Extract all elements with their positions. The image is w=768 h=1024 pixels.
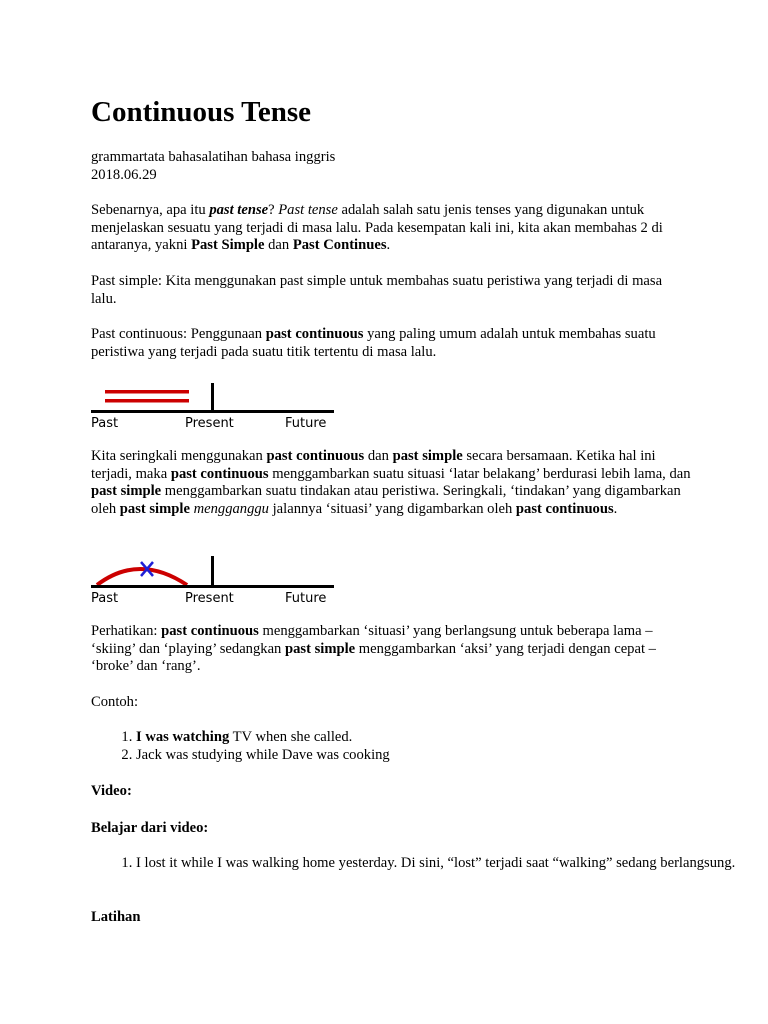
timeline-1-future-label: Future	[285, 416, 327, 431]
pc-term: past continuous	[265, 326, 364, 342]
examples-list	[91, 729, 736, 764]
timeline-diagram-1	[91, 380, 341, 432]
pc-text: yang paling umum adalah untuk membahas suatu peristiwa yang terjadi pada suatu titik tertentu di masa lalu.	[91, 326, 656, 360]
intro-text: Sebenarnya, apa itu	[91, 202, 210, 218]
video-items-list	[91, 855, 736, 873]
post-date: 2018.06.29	[91, 166, 157, 183]
timeline-1-axis	[91, 410, 334, 413]
p2-text: Kita seringkali menggunakan	[91, 448, 267, 464]
perhatikan-paragraph	[91, 623, 691, 676]
intro-text: dan	[264, 237, 293, 253]
list-item: 1. I lost it while I was walking home yesterday. Di sini, “lost” terjadi saat “walking” sedang berlangsung.	[136, 855, 736, 873]
video-heading: Video:	[91, 783, 132, 799]
p2-text: secara bersamaan. Ketika hal ini terjadi, maka	[91, 448, 656, 482]
intro-term: past tense	[209, 202, 269, 218]
p3-text: Perhatikan:	[91, 623, 162, 639]
timeline-diagram-2	[91, 553, 341, 607]
p3-term: past continuous	[161, 623, 259, 639]
intro-text: adalah salah satu jenis tenses yang digunakan untuk menjelaskan sesuatu yang terjadi di masa lalu. Pada kesempatan kali ini, kita akan membahas 2 di antaranya, yakni	[91, 202, 663, 253]
past-simple-paragraph: Past simple: Kita menggunakan past simple untuk membahas suatu peristiwa yang terjadi di masa lalu.	[91, 273, 663, 307]
latihan-heading: Latihan	[91, 909, 141, 925]
timeline-2-axis	[91, 585, 334, 588]
list-item	[136, 729, 736, 747]
meta-block	[91, 149, 691, 184]
intro-paragraph	[91, 202, 691, 255]
author-line: grammartata bahasalatihan bahasa inggris	[91, 149, 336, 165]
example-text: TV when she called.	[229, 729, 353, 745]
example-bold: I was watching	[136, 729, 230, 745]
p2-text: jalannya ‘situasi’ yang digambarkan oleh	[268, 500, 516, 517]
p2-text: menggambarkan suatu situasi ‘latar belakang’ berdurasi lebih lama, dan	[268, 465, 691, 482]
list-item	[136, 747, 736, 765]
p2-term: past simple	[91, 483, 162, 499]
p3-term: past simple	[285, 640, 356, 657]
contoh-label: Contoh:	[91, 694, 139, 710]
intro-term: Past Continues	[292, 237, 387, 253]
timeline-1-svg	[91, 380, 341, 432]
timeline-2-future-label: Future	[285, 591, 327, 606]
pc-text: Past continuous: Penggunaan	[91, 326, 266, 342]
timeline-1-past-label: Past	[91, 416, 119, 431]
belajar-heading: Belajar dari video:	[91, 820, 209, 836]
timeline-1-present-marker	[211, 383, 214, 412]
timeline-2-svg	[91, 553, 341, 607]
intro-text: ?	[268, 202, 279, 218]
intro-term: Past tense	[278, 202, 338, 218]
p2-text: .	[613, 500, 618, 517]
intro-text: .	[386, 237, 391, 253]
timeline-2-present-label: Present	[185, 591, 234, 606]
p3-text: menggambarkan ‘situasi’ yang berlangsung untuk beberapa lama – ‘skiing’ dan ‘playing’ sedangkan	[91, 623, 653, 657]
p2-term: past continuous	[515, 500, 614, 517]
p2-term: mengganggu	[193, 500, 269, 517]
example-text: Jack was studying while Dave was cooking	[136, 746, 390, 763]
timeline-1-continuous-bar-bottom	[105, 399, 189, 403]
p2-term: past continuous	[170, 465, 269, 482]
page-title: Continuous Tense	[91, 96, 312, 128]
timeline-2-past-label: Past	[91, 591, 119, 606]
p2-text: dan	[364, 448, 393, 464]
timeline-1-continuous-bar-top	[105, 390, 189, 394]
combined-usage-paragraph	[91, 448, 691, 518]
p2-term: past simple	[119, 500, 190, 517]
p2-term: past simple	[392, 448, 463, 464]
p2-text: menggambarkan suatu tindakan atau peristiwa. Seringkali, ‘tindakan’ yang digambarkan oleh	[91, 483, 681, 517]
p2-term: past continuous	[266, 448, 365, 464]
timeline-1-present-label: Present	[185, 416, 234, 431]
p3-text: menggambarkan ‘aksi’ yang terjadi dengan cepat – ‘broke’ dan ‘rang’.	[91, 640, 656, 674]
timeline-2-continuous-arc	[97, 569, 187, 585]
intro-term: Past Simple	[191, 237, 265, 253]
past-continuous-paragraph	[91, 326, 691, 361]
timeline-2-present-marker	[211, 556, 214, 587]
